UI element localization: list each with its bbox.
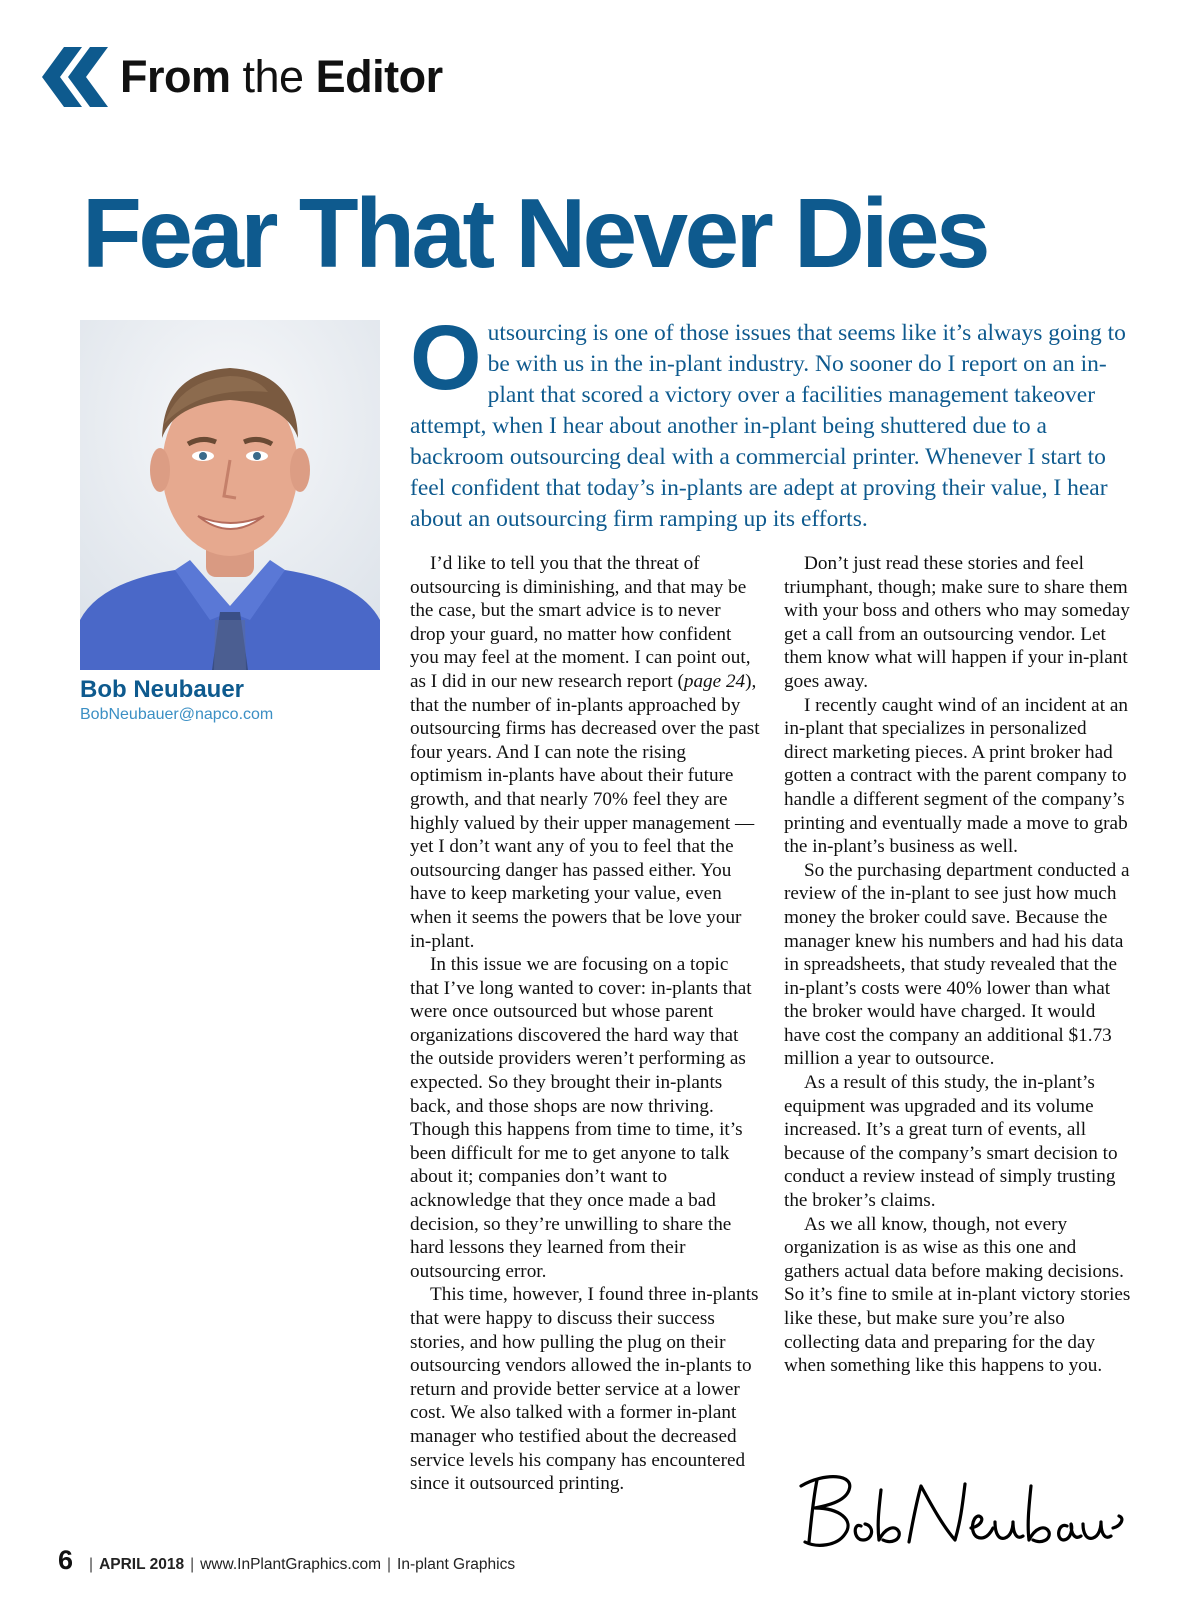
footer-divider: | — [190, 1556, 195, 1573]
author-photo — [80, 320, 380, 670]
body-paragraph: This time, however, I found three in-plants that were happy to discuss their success stories, and how pulling the plug on their outsourcing vendors allowed the in-plants to return and provide better service at a lower cost. We also talked with a former in-plant manager who testified about the decreased service levels his company has encountered since it outsourced printing. — [410, 1284, 759, 1495]
body-paragraph: As we all know, though, not every organization is as wise as this one and gathers actual data before making decisions. So it’s fine to smile at in-plant victory stories like these, but make sure you’re also collecting data and preparing for the day when something like this happens to you. — [784, 1213, 1131, 1377]
body-column-right — [784, 552, 1134, 1378]
body-paragraph: In this issue we are focusing on a topic that I’ve long wanted to cover: in-plants that were once outsourced but whose parent organizations discovered the hard way that the outside providers weren’t performing as expected. So they brought their in-plants back, and those shops are now thriving. Though this happens from time to time, it’s been difficult for me to get anyone to talk about it; companies don’t want to acknowledge that they once made a bad decision, so they’re unwilling to share the hard lessons they learned from their outsourcing error. — [410, 954, 752, 1282]
article-headline: Fear That Never Dies — [82, 178, 987, 288]
website-link[interactable]: www.InPlantGraphics.com — [200, 1556, 382, 1573]
handwritten-signature — [795, 1468, 1130, 1558]
body-paragraph: I recently caught wind of an incident at an in-plant that specializes in personalized direct marketing pieces. A print broker had gotten a contract with the parent company to handle a different segment of the company’s printing and eventually made a move to grab the in-plant’s business as well. — [784, 694, 1128, 858]
page-number: 6 — [58, 1545, 74, 1575]
author-name: Bob Neubauer — [80, 676, 245, 703]
body-column-left — [410, 552, 760, 1496]
publication-name: In-plant Graphics — [397, 1556, 516, 1573]
body-text: ), that the number of in-plants approached by outsourcing firms has decreased over the past four years. And I can note the rising optimism in-plants have about their future growth, and that nearly 70% feel they are highly valued by their upper management — yet I don’t want any of you to feel that the outsourcing danger has passed either. You have to keep marketing your value, even when it seems the powers that be love your in-plant. — [410, 670, 760, 952]
issue-date: APRIL 2018 — [99, 1556, 185, 1573]
double-chevron-left-icon — [42, 47, 108, 107]
section-title-editor: Editor — [315, 51, 443, 102]
footer-divider: | — [89, 1556, 94, 1573]
intro-text: utsourcing is one of those issues that seems like it’s always going to be with us in the in-plant industry. No sooner do I report on an in-plant that scored a victory over a facilities management takeover attempt, when I hear about another in-plant being shuttered due to a backroom outsourcing deal with a commercial printer. Whenever I start to feel confident that today’s in-plants are adept at proving their value, I hear about an outsourcing firm ramping up its efforts. — [410, 320, 1126, 532]
footer-divider: | — [387, 1556, 392, 1573]
section-header — [42, 46, 443, 108]
section-title-the: the — [242, 51, 304, 102]
author-portrait-image — [80, 320, 380, 670]
body-text: I’d like to tell you that the threat of outsourcing is diminishing, and that may be the case, but the smart advice is to never drop your guard, no matter how confident you may feel at the moment. I can point out, as I did in our new research report ( — [410, 553, 751, 692]
body-paragraph: So the purchasing department conducted a review of the in-plant to see just how much money the broker could save. Because the manager knew his numbers and had his data in spreadsheets, that study revealed that the in-plant’s costs were 40% lower than what the broker would have charged. It would have cost the company an additional $1.73 million a year to outsource. — [784, 859, 1130, 1070]
section-title — [120, 51, 443, 103]
page-footer — [58, 1545, 515, 1576]
author-email-link[interactable]: BobNeubauer@napco.com — [80, 706, 274, 723]
body-paragraph — [410, 552, 760, 953]
body-paragraph: As a result of this study, the in-plant’s equipment was upgraded and its volume increased. It’s a great turn of events, all because of the company’s smart decision to conduct a review instead of simply trusting the broker’s claims. — [784, 1072, 1118, 1212]
body-paragraph: Don’t just read these stories and feel triumphant, though; make sure to share them with your boss and others who may someday get a call from an outsourcing vendor. Let them know what will happen if your in-plant goes away. — [784, 553, 1130, 692]
intro-paragraph — [410, 307, 1130, 535]
page-reference: page 24 — [683, 670, 746, 692]
section-title-from: From — [120, 51, 231, 102]
drop-cap: O — [410, 307, 480, 409]
